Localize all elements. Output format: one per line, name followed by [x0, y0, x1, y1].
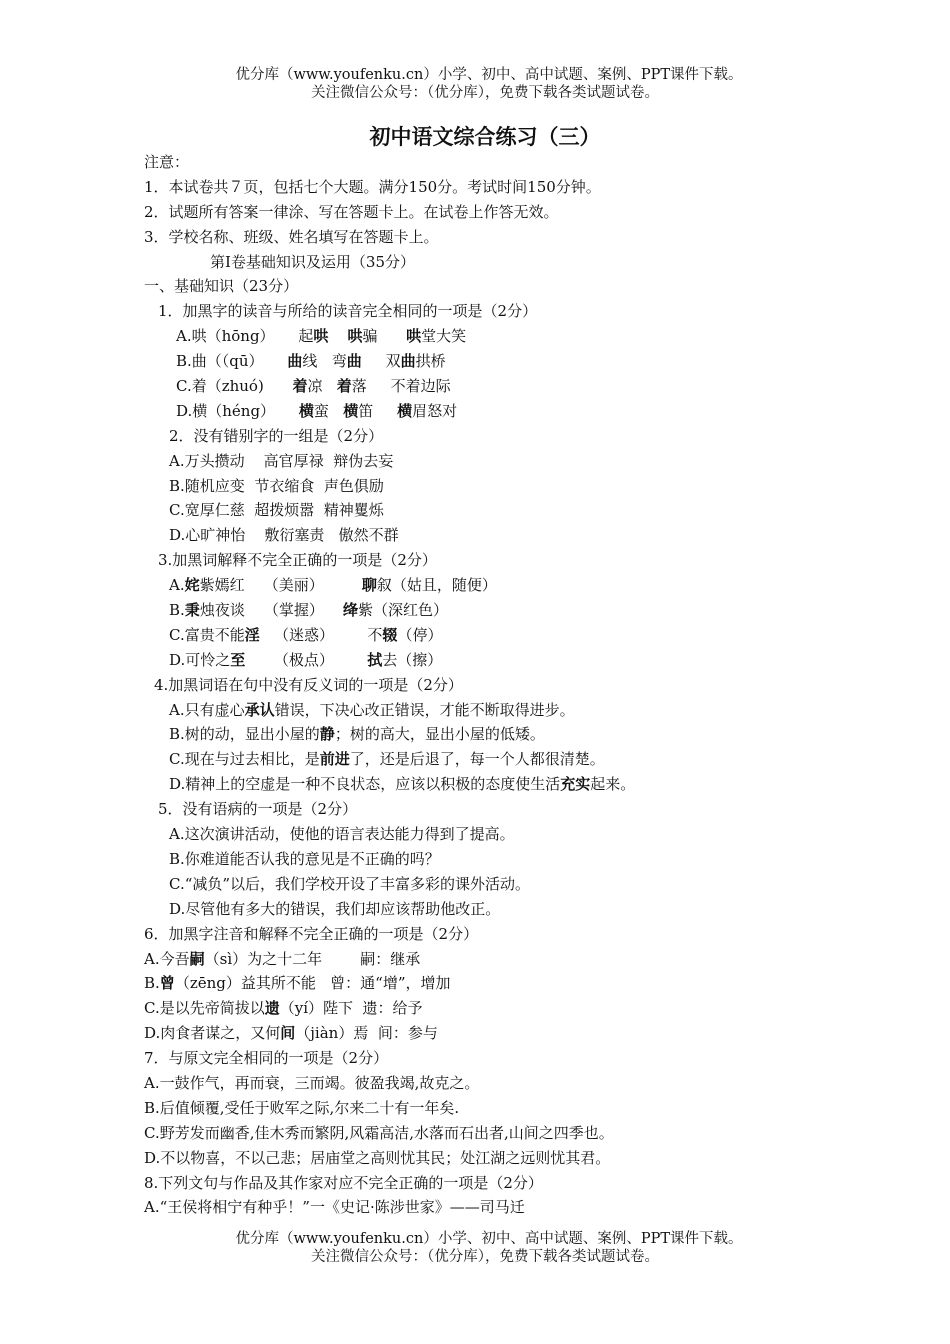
bold-text: 曾: [159, 974, 175, 993]
text-line: [144, 374, 934, 399]
line-text: （yí）陛下 遗：给予: [279, 999, 423, 1018]
line-text: 7．与原文完全相同的一项是（2分）: [144, 1049, 389, 1068]
bold-text: 间: [280, 1024, 296, 1043]
bold-text: 充实: [560, 775, 591, 794]
text-line: [144, 225, 934, 250]
text-line: [144, 175, 934, 200]
bold-text: 秉: [184, 601, 200, 620]
text-line: [144, 1171, 934, 1196]
text-line: [144, 349, 934, 374]
bold-text: 聊: [361, 576, 377, 595]
bold-text: 至: [230, 650, 246, 669]
line-text: A.今吾: [144, 949, 190, 968]
bold-text: 静: [319, 725, 335, 744]
text-line: [144, 1096, 934, 1121]
line-text: ；树的高大，显出小屋的低矮。: [334, 725, 545, 744]
bold-text: 遗: [264, 999, 280, 1018]
text-line: [144, 150, 934, 175]
line-text: （zēng）益其所不能 曾：通“增”，增加: [174, 974, 451, 993]
line-text: 5．没有语病的一项是（2分）: [158, 800, 358, 819]
line-text: 6．加黑字注音和解释不完全正确的一项是（2分）: [144, 924, 479, 943]
text-line: [144, 648, 934, 673]
line-text: 落 不着边际: [351, 377, 451, 396]
text-line: [144, 747, 934, 772]
line-text: A.这次演讲活动，使他的语言表达能力得到了提高。: [169, 825, 515, 844]
text-line: [144, 474, 934, 499]
line-text: B.后值倾覆,受任于败军之际,尔来二十有一年矣.: [144, 1098, 460, 1117]
line-text: 双: [361, 352, 401, 371]
line-text: C.“减负”以后，我们学校开设了丰富多彩的课外活动。: [169, 874, 531, 893]
line-text: （极点）: [245, 650, 368, 669]
line-text: 3.加黑词解释不完全正确的一项是（2分）: [158, 551, 437, 570]
text-line: [144, 1195, 934, 1220]
line-text: 线 弯: [302, 352, 347, 371]
text-line: [144, 274, 934, 299]
line-text: D.横（héng）: [176, 401, 299, 420]
page-footer: [0, 1230, 950, 1266]
text-line: [144, 623, 934, 648]
bold-text: 姹: [184, 576, 200, 595]
line-text: C.现在与过去相比，是: [169, 750, 320, 769]
text-line: [144, 424, 934, 449]
line-text: D.肉食者谋之，又何: [144, 1024, 281, 1043]
line-text: 笛: [358, 401, 398, 420]
bold-text: 淫: [244, 625, 260, 644]
line-text: 1．本试卷共７页，包括七个大题。满分150分。考试时间150分钟。: [144, 177, 601, 196]
bold-text: 前进: [319, 750, 350, 769]
line-text: 注意：: [144, 153, 190, 171]
line-text: 2．没有错别字的一组是（2分）: [169, 426, 384, 445]
line-text: （迷惑） 不: [259, 625, 383, 644]
line-text: C.宽厚仁慈 超拨烦嚣 精神矍烁: [169, 501, 384, 520]
line-text: D.心旷神怡 敷衍塞责 傲然不群: [169, 526, 399, 545]
text-line: [144, 872, 934, 897]
line-text: A.: [169, 576, 185, 595]
footer-line-2: 关注微信公众号：（优分库），免费下载各类试题试卷。: [311, 1249, 659, 1265]
document-title: 初中语文综合练习（三）: [369, 124, 601, 149]
text-line: [144, 498, 934, 523]
line-text: B.树的动，显出小屋的: [169, 725, 320, 744]
bold-text: 哄: [406, 327, 422, 346]
line-text: 眉怒对: [412, 401, 458, 420]
text-line: [144, 1021, 934, 1046]
text-line: [144, 822, 934, 847]
line-text: 叙（姑且，随便）: [376, 576, 497, 595]
bold-text: 承认: [244, 700, 275, 719]
line-text: [328, 327, 347, 345]
text-line: [144, 548, 934, 573]
text-line: [144, 250, 934, 275]
text-line: [144, 797, 934, 822]
text-line: [144, 1046, 934, 1071]
text-line: [144, 947, 934, 972]
line-text: 3．学校名称、班级、姓名填写在答题卡上。: [144, 227, 439, 246]
bold-text: 横: [343, 401, 359, 420]
bold-text: 横: [298, 401, 314, 420]
text-line: [144, 299, 934, 324]
line-text: 1．加黑字的读音与所给的读音完全相同的一项是（2分）: [158, 302, 538, 321]
line-text: 紫嫣红 （美丽）: [199, 576, 362, 595]
bold-text: 嗣: [189, 949, 205, 968]
bold-text: 曲: [346, 352, 362, 371]
text-line: [144, 1071, 934, 1096]
line-text: 了，还是后退了，每一个人都很清楚。: [349, 750, 605, 769]
line-text: D.不以物喜，不以己悲；居庙堂之高则忧其民；处江湖之远则忧其君。: [144, 1148, 611, 1167]
bold-text: 哄: [313, 327, 329, 346]
bold-text: 哄: [347, 327, 363, 346]
line-text: 拱桥: [415, 352, 446, 371]
header-line-2: 关注微信公众号：（优分库），免费下载各类试题试卷。: [311, 85, 659, 101]
line-text: 去（擦）: [382, 650, 443, 669]
line-text: 紫（深红色）: [357, 601, 448, 620]
line-text: C.富贵不能: [169, 625, 245, 644]
text-line: [144, 598, 934, 623]
bold-text: 横: [397, 401, 413, 420]
line-text: （停）: [397, 625, 443, 644]
bold-text: 着: [336, 377, 352, 396]
line-text: 凉: [307, 377, 337, 396]
bold-text: 着: [292, 377, 308, 396]
text-line: [144, 1146, 934, 1171]
line-text: C.着（zhuó): [176, 377, 293, 396]
line-text: C.野芳发而幽香,佳木秀而繁阴,风霜高洁,水落而石出者,山间之四季也。: [144, 1123, 614, 1142]
line-text: A.“王侯将相宁有种乎！”一《史记·陈涉世家》——司马迁: [144, 1198, 525, 1217]
text-line: [144, 324, 934, 349]
text-line: [144, 722, 934, 747]
line-text: 蛮: [313, 401, 344, 420]
line-text: B.曲（（qū）: [176, 352, 288, 371]
line-text: A.只有虚心: [169, 700, 245, 719]
text-line: [144, 971, 934, 996]
text-line: [144, 1121, 934, 1146]
line-text: （jiàn）焉 间：参与: [295, 1024, 438, 1043]
line-text: 4.加黑词语在句中没有反义词的一项是（2分）: [154, 675, 463, 694]
text-line: [144, 523, 934, 548]
line-text: 烛夜谈 （掌握）: [199, 601, 343, 620]
line-text: 堂大笑: [421, 327, 467, 346]
line-text: B.你难道能否认我的意见是不正确的吗？: [169, 849, 440, 868]
text-line: [144, 399, 934, 424]
line-text: 错误，下决心改正错误，才能不断取得进步。: [274, 700, 575, 719]
line-text: 第Ⅰ卷基础知识及运用（35分）: [210, 252, 416, 271]
page-header: [0, 66, 950, 102]
line-text: A.万头攒动 高官厚禄 辩伪去妄: [169, 451, 394, 470]
bold-text: 绛: [342, 601, 358, 620]
line-text: 8.下列文句与作品及其作家对应不完全正确的一项是（2分）: [144, 1173, 543, 1192]
bold-text: 拭: [367, 650, 383, 669]
line-text: D.尽管他有多大的错误，我们却应该帮助他改正。: [169, 899, 501, 918]
bold-text: 辍: [382, 625, 398, 644]
line-text: 起来。: [590, 775, 636, 794]
header-line-1: 优分库（www.youfenku.cn）小学、初中、高中试题、案例、PPT课件下载。: [235, 67, 743, 83]
document-body: [144, 150, 934, 1220]
line-text: B.: [144, 974, 160, 993]
text-line: [144, 922, 934, 947]
footer-line-1: 优分库（www.youfenku.cn）小学、初中、高中试题、案例、PPT课件下载。: [235, 1231, 743, 1247]
bold-text: 曲: [287, 352, 303, 371]
line-text: A.哄（hōng） 起: [176, 327, 314, 346]
text-line: [144, 996, 934, 1021]
text-line: [144, 772, 934, 797]
line-text: 骗: [362, 327, 407, 346]
text-line: [144, 573, 934, 598]
text-line: [144, 897, 934, 922]
text-line: [144, 200, 934, 225]
line-text: D.精神上的空虚是一种不良状态，应该以积极的态度使生活: [169, 775, 561, 794]
text-line: [144, 847, 934, 872]
line-text: D.可怜之: [169, 650, 231, 669]
text-line: [144, 673, 934, 698]
text-line: [144, 698, 934, 723]
bold-text: 曲: [400, 352, 416, 371]
line-text: 2．试题所有答案一律涂、写在答题卡上。在试卷上作答无效。: [144, 202, 559, 221]
line-text: 一、基础知识（23分）: [144, 277, 299, 296]
line-text: B.: [169, 601, 185, 620]
text-line: [144, 449, 934, 474]
line-text: C.是以先帝简拔以: [144, 999, 265, 1018]
line-text: B.随机应变 节衣缩食 声色俱励: [169, 476, 384, 495]
line-text: A.一鼓作气，再而衰，三而竭。彼盈我竭,故克之。: [144, 1073, 480, 1092]
line-text: （sì）为之十二年 嗣：继承: [204, 949, 421, 968]
